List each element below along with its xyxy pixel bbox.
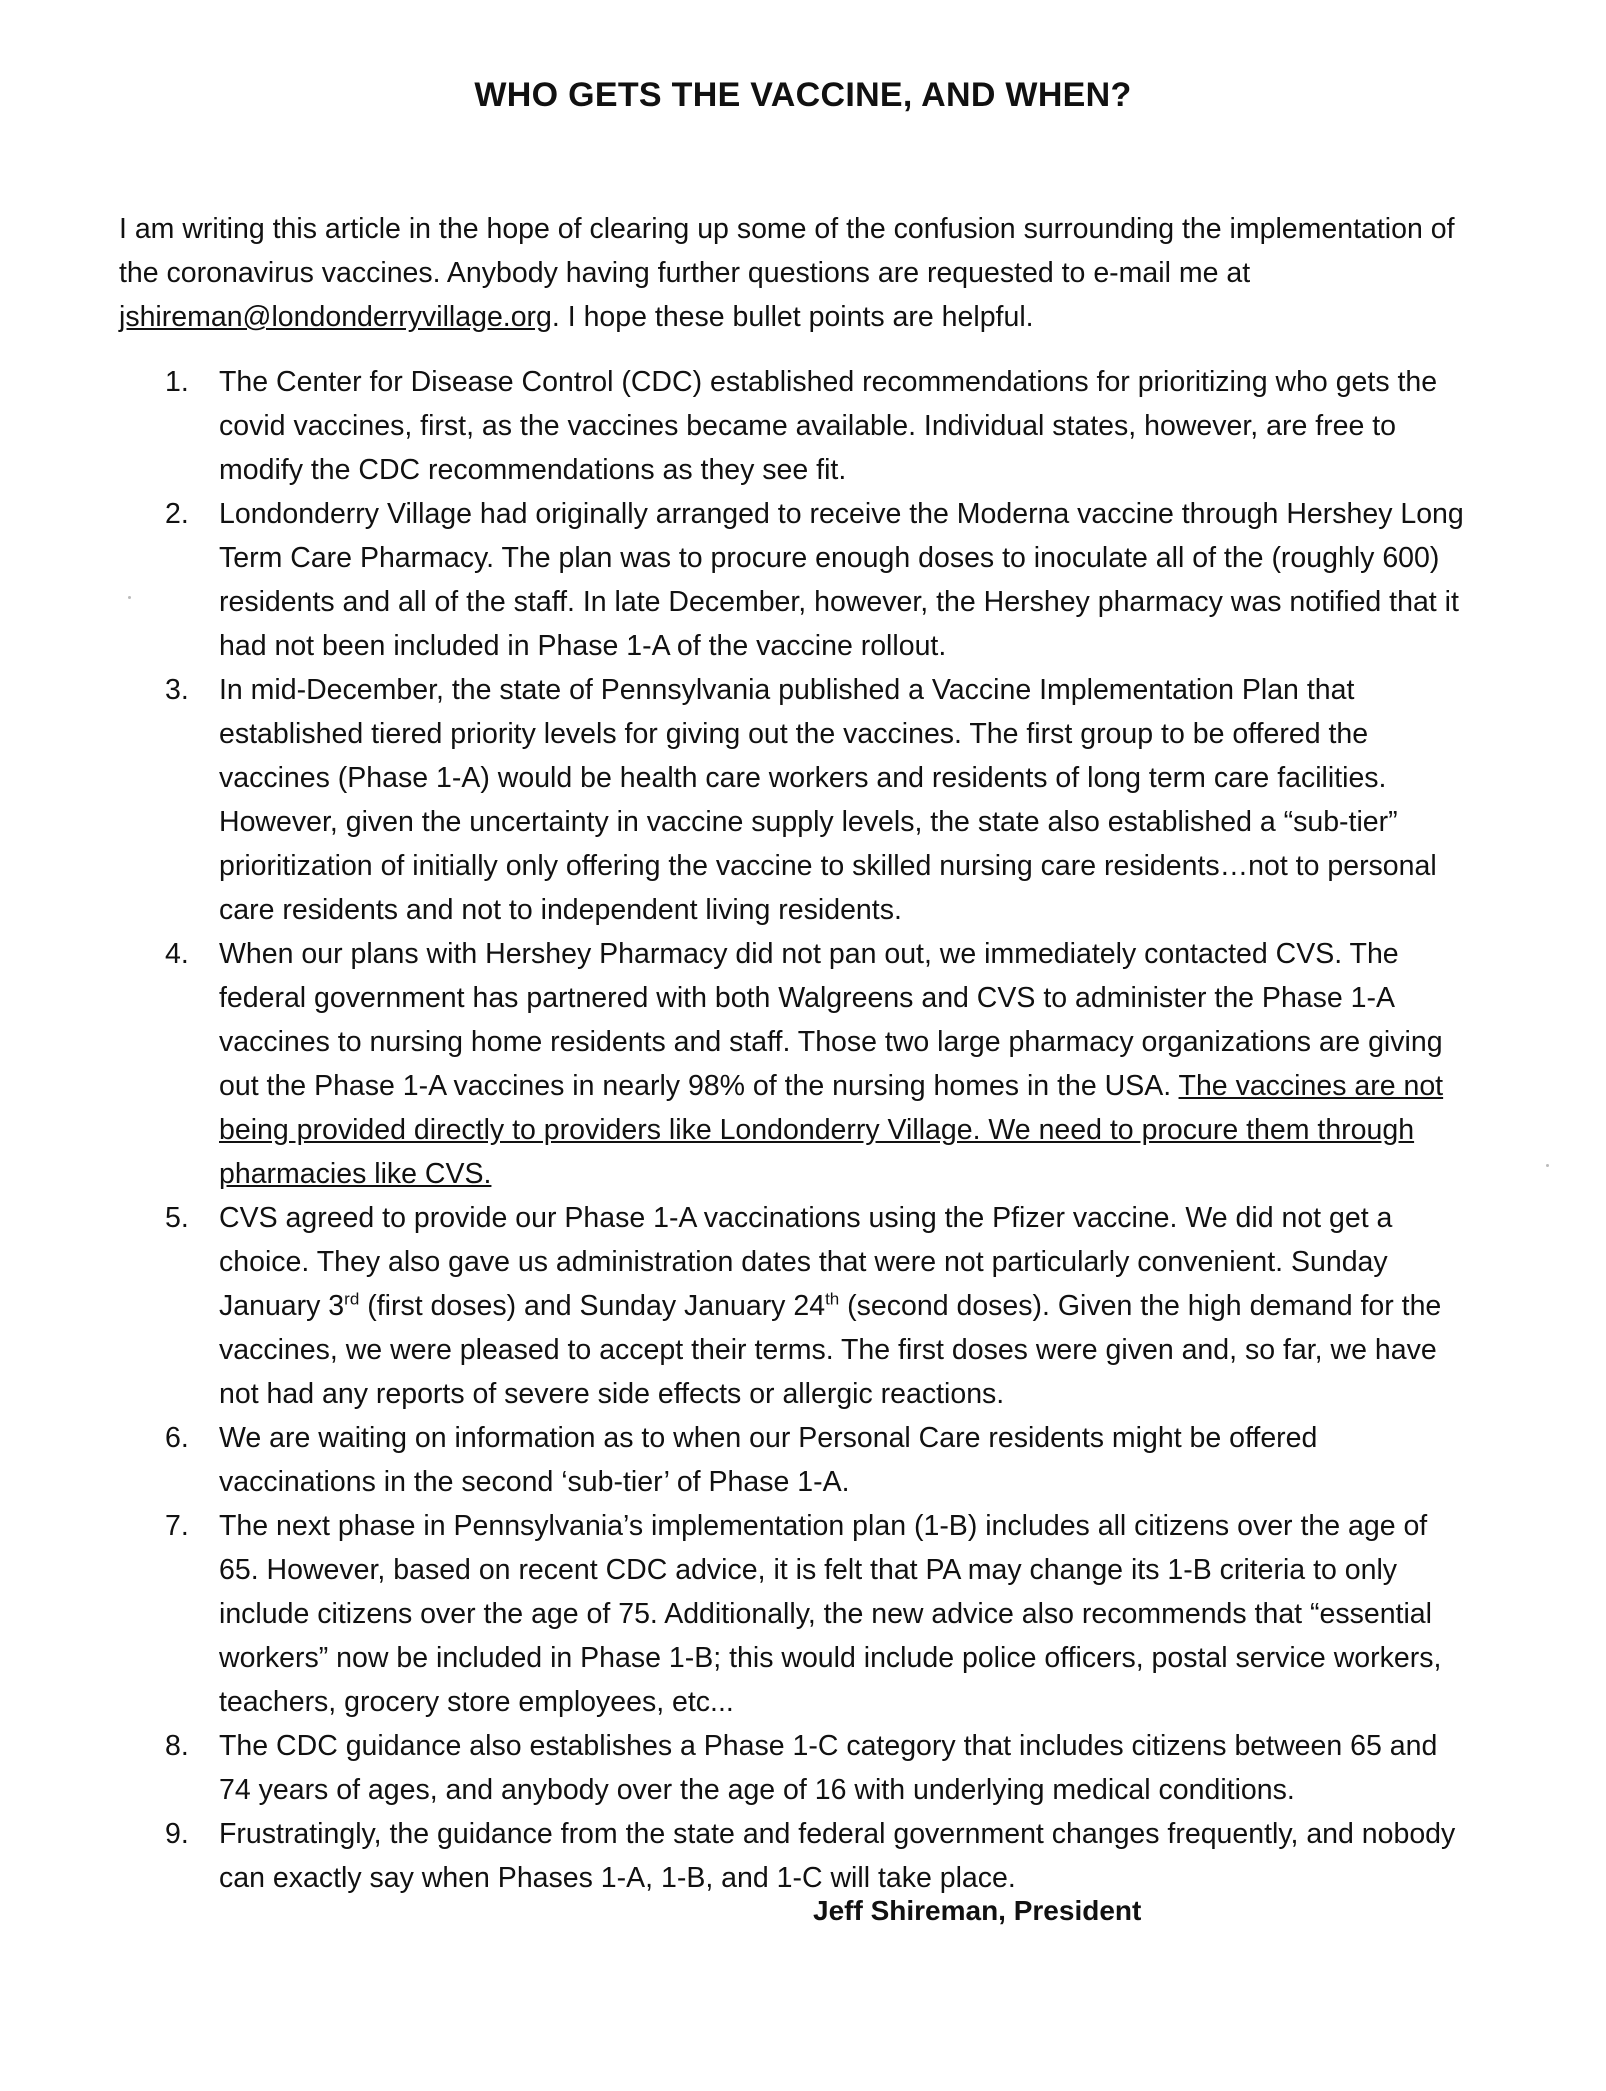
- underlined-statement: The vaccines are not being provided directly to providers like Londonderry Village. We need to procure them through pharmacies like CVS.: [219, 1070, 1444, 1190]
- list-item-text: [219, 932, 1469, 1196]
- intro-text-end: . I hope these bullet points are helpful.: [551, 301, 1034, 333]
- list-item-number: 8.: [165, 1730, 189, 1762]
- ordinal-suffix-rd: rd: [344, 1289, 360, 1309]
- list-item: [0, 1504, 1606, 1724]
- list-item-text-part2: (first doses) and Sunday January 24: [359, 1290, 826, 1322]
- list-item: [0, 492, 1606, 668]
- list-item-number: 5.: [165, 1202, 189, 1234]
- list-item: [0, 1724, 1606, 1812]
- list-item: [0, 1196, 1606, 1416]
- list-item: [0, 360, 1606, 492]
- list-item-number: 7.: [165, 1510, 189, 1542]
- signature: Jeff Shireman, President: [813, 1895, 1142, 1926]
- list-item-number: 4.: [165, 938, 189, 970]
- list-item-number: 1.: [165, 366, 189, 398]
- numbered-list: [0, 360, 1606, 1900]
- list-item: [0, 668, 1606, 932]
- intro-text-start: I am writing this article in the hope of clearing up some of the confusion surrounding the implementation of the coronavirus vaccines. Anybody having further questions are requested to e-mail me at: [119, 213, 1455, 289]
- list-item: [0, 932, 1606, 1196]
- scan-speck: [1546, 1164, 1549, 1167]
- list-item-text-plain: When our plans with Hershey Pharmacy did not pan out, we immediately contacted CVS. The federal government has partnered with both Walgreens and CVS to administer the Phase 1-A vaccines to nursing home residents and staff. Those two large pharmacy organizations are giving out the Phase 1-A vaccines in nearly 98% of the nursing homes in the USA.: [219, 938, 1443, 1102]
- list-item-text-part1: CVS agreed to provide our Phase 1-A vaccinations using the Pfizer vaccine. We did not get a choice. They also gave us administration dates that were not particularly convenient. Sunday January 3: [219, 1202, 1393, 1322]
- list-item-number: 2.: [165, 498, 189, 530]
- list-item-text: Frustratingly, the guidance from the state and federal government changes frequently, and nobody can exactly say when Phases 1-A, 1-B, and 1-C will take place.: [219, 1818, 1456, 1894]
- list-item-text: We are waiting on information as to when our Personal Care residents might be offered vaccinations in the second ‘sub-tier’ of Phase 1-A.: [219, 1422, 1318, 1498]
- list-item-text: The Center for Disease Control (CDC) established recommendations for prioritizing who gets the covid vaccines, first, as the vaccines became available. Individual states, however, are free to modify the CDC recommendations as they see fit.: [219, 366, 1438, 486]
- list-item-text: In mid-December, the state of Pennsylvania published a Vaccine Implementation Plan that established tiered priority levels for giving out the vaccines. The first group to be offered the vaccines (Phase 1-A) would be health care workers and residents of long term care facilities. However, given the uncertainty in vaccine supply levels, the state also established a “sub-tier” prioritization of initially only offering the vaccine to skilled nursing care residents…not to personal care residents and not to independent living residents.: [219, 674, 1437, 926]
- list-item: [0, 1416, 1606, 1504]
- list-item-text: The next phase in Pennsylvania’s implementation plan (1-B) includes all citizens over the age of 65. However, based on recent CDC advice, it is felt that PA may change its 1-B criteria to only include citizens over the age of 75. Additionally, the new advice also recommends that “essential workers” now be included in Phase 1-B; this would include police officers, postal service workers, teachers, grocery store employees, etc...: [219, 1510, 1442, 1718]
- list-item-text: [219, 1196, 1469, 1416]
- intro-paragraph: [119, 207, 1469, 339]
- scan-speck: [128, 596, 131, 599]
- list-item-text: Londonderry Village had originally arranged to receive the Moderna vaccine through Hershey Long Term Care Pharmacy. The plan was to procure enough doses to inoculate all of the (roughly 600) residents and all of the staff. In late December, however, the Hershey pharmacy was notified that it had not been included in Phase 1-A of the vaccine rollout.: [219, 498, 1464, 662]
- list-item-text-part3: (second doses). Given the high demand for the vaccines, we were pleased to accept their terms. The first doses were given and, so far, we have not had any reports of severe side effects or allergic reactions.: [219, 1290, 1442, 1410]
- email-address: jshireman@londonderryvillage.org: [119, 301, 552, 333]
- list-item-number: 6.: [165, 1422, 189, 1454]
- list-item-text: The CDC guidance also establishes a Phase 1-C category that includes citizens between 65 and 74 years of ages, and anybody over the age of 16 with underlying medical conditions.: [219, 1730, 1438, 1806]
- list-item-number: 9.: [165, 1818, 189, 1850]
- ordinal-suffix-th: th: [825, 1289, 840, 1309]
- list-item: [0, 1812, 1606, 1900]
- document-title: WHO GETS THE VACCINE, AND WHEN?: [474, 76, 1132, 114]
- list-item-number: 3.: [165, 674, 189, 706]
